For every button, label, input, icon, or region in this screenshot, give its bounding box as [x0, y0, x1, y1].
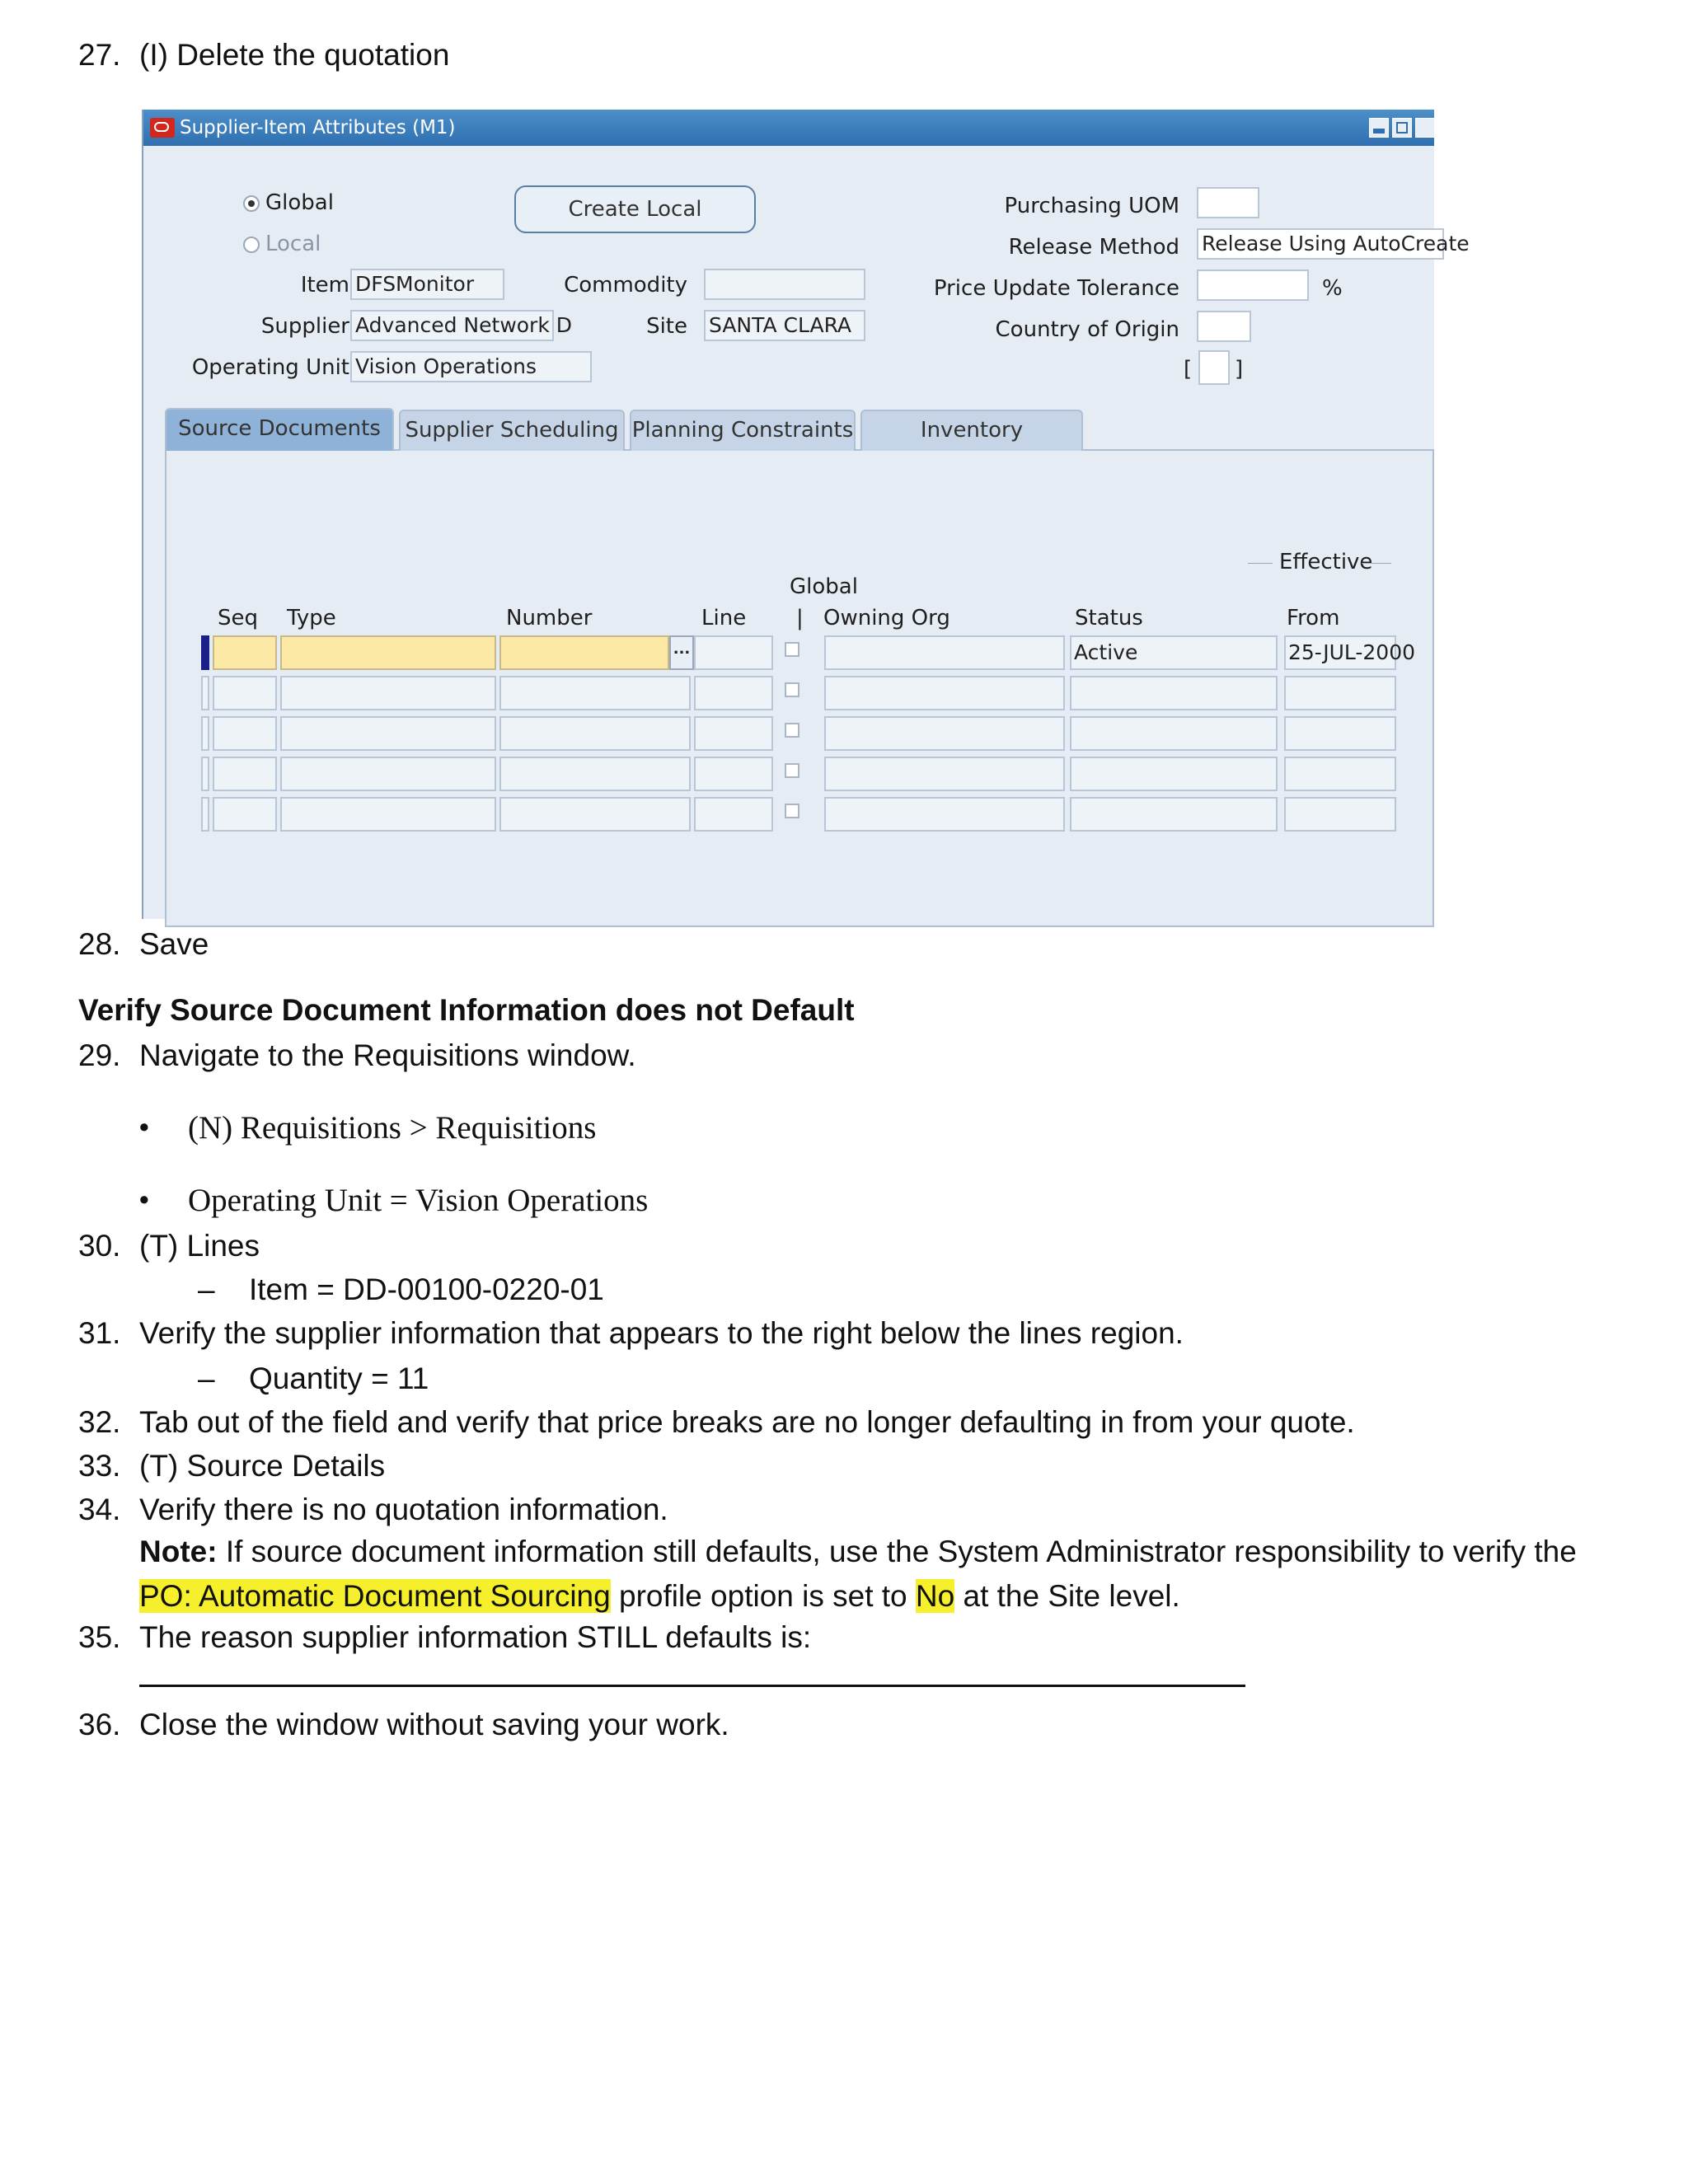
col-line: Line — [701, 606, 747, 630]
line-cell[interactable] — [694, 676, 773, 710]
global-checkbox[interactable] — [785, 804, 799, 818]
step-number: 28. — [78, 927, 121, 961]
step-text: (T) Source Details — [139, 1449, 386, 1483]
operating-unit-label: Operating Unit — [191, 355, 349, 380]
status-cell[interactable] — [1070, 676, 1278, 710]
lov-button[interactable]: ... — [669, 635, 694, 670]
owning-org-cell[interactable] — [824, 797, 1065, 832]
number-cell[interactable] — [499, 635, 669, 670]
bullet-text: (N) Requisitions > Requisitions — [188, 1110, 597, 1146]
status-cell[interactable] — [1070, 716, 1278, 751]
seq-cell[interactable] — [213, 757, 277, 791]
price-update-tolerance-field[interactable] — [1197, 269, 1309, 301]
local-radio[interactable] — [243, 237, 260, 253]
note-label: Note: — [139, 1535, 218, 1568]
number-cell[interactable] — [499, 716, 691, 751]
row-indicator-current[interactable] — [201, 635, 209, 670]
global-group-label: Global — [790, 574, 858, 599]
oracle-logo-icon — [150, 118, 175, 138]
global-radio-label: Global — [265, 190, 334, 215]
effective-from-cell[interactable] — [1284, 716, 1396, 751]
type-cell[interactable] — [280, 797, 496, 832]
step-number: 27. — [78, 38, 121, 72]
global-checkbox[interactable] — [785, 682, 799, 697]
highlight-value: No — [915, 1579, 955, 1613]
window-title: Supplier-Item Attributes (M1) — [180, 117, 456, 138]
create-local-button[interactable]: Create Local — [514, 185, 756, 233]
seq-cell[interactable] — [213, 797, 277, 832]
type-cell[interactable] — [280, 716, 496, 751]
step-number: 35. — [78, 1620, 121, 1654]
tab-inventory[interactable]: Inventory — [860, 410, 1083, 451]
sub-text: Item = DD-00100-0220-01 — [249, 1272, 604, 1306]
col-seq: Seq — [218, 606, 259, 630]
highlight-profile-option: PO: Automatic Document Sourcing — [139, 1579, 611, 1613]
note-line-1 — [139, 1534, 1577, 1570]
step-text: Save — [139, 927, 209, 961]
col-number: Number — [506, 606, 593, 630]
step-text: The reason supplier information STILL defaults is: — [139, 1620, 812, 1654]
country-of-origin-field[interactable] — [1197, 311, 1251, 342]
step-text: Verify there is no quotation information. — [139, 1493, 668, 1526]
status-cell[interactable]: Active — [1070, 635, 1278, 670]
window-titlebar — [143, 110, 1434, 146]
item-label: Item — [300, 273, 349, 298]
row-indicator[interactable] — [201, 797, 209, 832]
line-cell[interactable] — [694, 716, 773, 751]
site-field[interactable]: SANTA CLARA — [704, 310, 865, 341]
commodity-field[interactable] — [704, 269, 865, 300]
step-number: 34. — [78, 1493, 121, 1526]
answer-blank-line — [139, 1685, 1245, 1687]
maximize-icon[interactable] — [1392, 118, 1412, 138]
purchasing-uom-label: Purchasing UOM — [1004, 194, 1179, 218]
note-mid-text: profile option is set to — [619, 1579, 907, 1613]
sub-dash: – — [198, 1361, 215, 1395]
effective-from-cell[interactable] — [1284, 797, 1396, 832]
bullet-dot: • — [138, 1110, 150, 1146]
step-number: 36. — [78, 1708, 121, 1741]
sub-dash: – — [198, 1272, 215, 1306]
row-indicator[interactable] — [201, 676, 209, 710]
dff-bracket-open: [ — [1184, 357, 1193, 382]
step-number: 30. — [78, 1229, 121, 1263]
status-cell[interactable] — [1070, 797, 1278, 832]
step-text: Navigate to the Requisitions window. — [139, 1038, 636, 1072]
descriptive-flexfield[interactable] — [1198, 350, 1230, 385]
seq-cell[interactable] — [213, 676, 277, 710]
step-number: 31. — [78, 1316, 121, 1350]
effective-rule-left — [1248, 563, 1273, 564]
type-cell[interactable] — [280, 676, 496, 710]
note-line-2 — [139, 1578, 1180, 1615]
country-of-origin-label: Country of Origin — [995, 317, 1179, 342]
step-number: 32. — [78, 1405, 121, 1439]
supplier-field[interactable]: Advanced Network D — [350, 310, 554, 341]
global-radio[interactable] — [243, 195, 260, 212]
effective-from-cell[interactable]: 25-JUL-2000 — [1284, 635, 1396, 670]
dff-bracket-close: ] — [1235, 357, 1244, 382]
supplier-label: Supplier — [260, 314, 349, 339]
number-cell[interactable] — [499, 757, 691, 791]
global-checkbox[interactable] — [785, 763, 799, 778]
line-cell[interactable] — [694, 635, 773, 670]
purchasing-uom-field[interactable] — [1197, 187, 1259, 218]
step-number: 33. — [78, 1449, 121, 1483]
step-text: (I) Delete the quotation — [139, 38, 450, 72]
item-field[interactable]: DFSMonitor — [350, 269, 504, 300]
global-checkbox[interactable] — [785, 723, 799, 738]
owning-org-cell[interactable] — [824, 757, 1065, 791]
step-number: 29. — [78, 1038, 121, 1072]
release-method-label: Release Method — [1008, 235, 1179, 260]
supplier-item-attributes-window — [142, 110, 1470, 919]
price-update-tolerance-label: Price Update Tolerance — [933, 276, 1179, 301]
line-cell[interactable] — [694, 797, 773, 832]
minimize-icon[interactable] — [1369, 118, 1389, 138]
effective-from-cell[interactable] — [1284, 676, 1396, 710]
col-from: From — [1287, 606, 1340, 630]
col-type: Type — [287, 606, 336, 630]
local-radio-label: Local — [265, 232, 321, 256]
owning-org-cell[interactable] — [824, 716, 1065, 751]
note-end-text: at the Site level. — [963, 1579, 1180, 1613]
effective-from-cell[interactable] — [1284, 757, 1396, 791]
close-icon[interactable] — [1415, 118, 1435, 138]
col-global: | — [796, 606, 804, 630]
step-text: (T) Lines — [139, 1229, 260, 1263]
step-text: Close the window without saving your work. — [139, 1708, 729, 1741]
site-label: Site — [646, 314, 687, 339]
step-text: Verify the supplier information that appears to the right below the lines region. — [139, 1316, 1184, 1350]
sub-text: Quantity = 11 — [249, 1361, 429, 1395]
status-cell[interactable] — [1070, 757, 1278, 791]
release-method-field[interactable]: Release Using AutoCreate — [1197, 228, 1444, 260]
effective-group-label: Effective — [1279, 550, 1373, 574]
note-text: If source document information still defaults, use the System Administrator responsibility to verify the — [225, 1535, 1577, 1568]
seq-cell[interactable] — [213, 635, 277, 670]
section-heading: Verify Source Document Information does not Default — [78, 993, 855, 1027]
percent-label: % — [1322, 276, 1343, 301]
type-cell[interactable] — [280, 757, 496, 791]
col-status: Status — [1075, 606, 1143, 630]
owning-org-cell[interactable] — [824, 635, 1065, 670]
tab-source-documents[interactable]: Source Documents — [165, 408, 394, 451]
effective-rule-right — [1362, 563, 1391, 564]
number-cell[interactable] — [499, 797, 691, 832]
col-owning-org: Owning Org — [823, 606, 950, 630]
line-cell[interactable] — [694, 757, 773, 791]
type-cell[interactable] — [280, 635, 496, 670]
row-indicator[interactable] — [201, 716, 209, 751]
bullet-dot: • — [138, 1183, 150, 1218]
tab-supplier-scheduling[interactable]: Supplier Scheduling — [399, 410, 625, 451]
commodity-label: Commodity — [564, 273, 687, 298]
operating-unit-field[interactable]: Vision Operations — [350, 351, 592, 382]
row-indicator[interactable] — [201, 757, 209, 791]
number-cell[interactable] — [499, 676, 691, 710]
step-text: Tab out of the field and verify that price breaks are no longer defaulting in from your quote. — [139, 1405, 1355, 1439]
global-checkbox[interactable] — [785, 642, 799, 657]
tab-planning-constraints[interactable]: Planning Constraints — [630, 410, 856, 451]
owning-org-cell[interactable] — [824, 676, 1065, 710]
seq-cell[interactable] — [213, 716, 277, 751]
bullet-text: Operating Unit = Vision Operations — [188, 1183, 649, 1218]
